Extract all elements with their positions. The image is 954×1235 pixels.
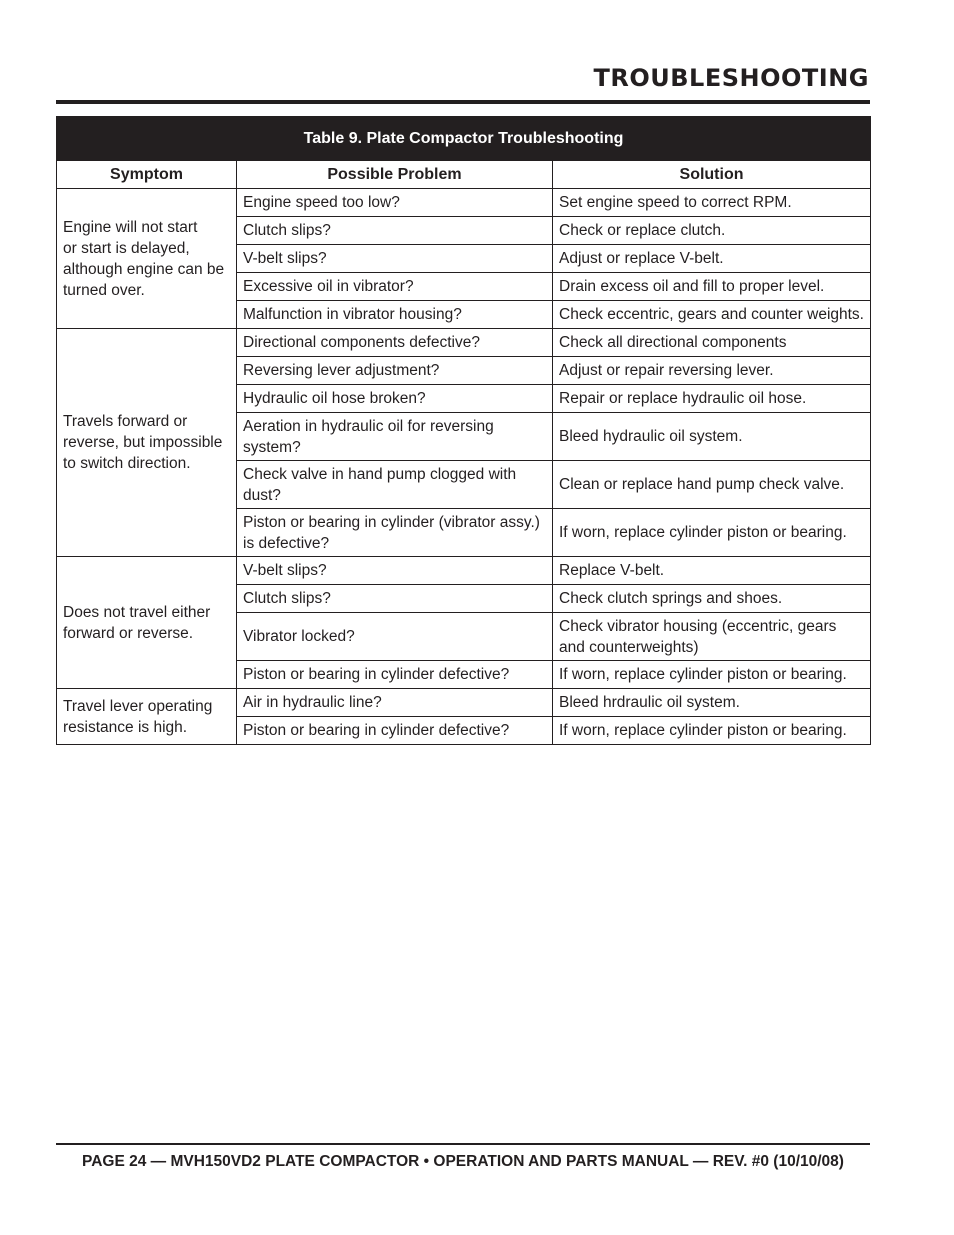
problem-cell: Directional components defective? (237, 329, 553, 357)
table-row (57, 329, 871, 357)
problem-cell: Aeration in hydraulic oil for reversing system? (237, 413, 553, 461)
solution-cell: Clean or replace hand pump check valve. (553, 461, 871, 509)
solution-cell: Check all directional components (553, 329, 871, 357)
solution-cell: Check vibrator housing (eccentric, gears and counterweights) (553, 613, 871, 661)
symptom-cell: Travel lever operating resistance is high. (57, 689, 237, 745)
page-title: TROUBLESHOOTING (593, 64, 869, 92)
problem-cell: Engine speed too low? (237, 189, 553, 217)
table-body (57, 189, 871, 745)
problem-cell: Piston or bearing in cylinder defective? (237, 717, 553, 745)
solution-cell: Bleed hrdraulic oil system. (553, 689, 871, 717)
page-footer: PAGE 24 — MVH150VD2 PLATE COMPACTOR • OPERATION AND PARTS MANUAL — REV. #0 (10/10/08) (82, 1153, 844, 1170)
solution-cell: If worn, replace cylinder piston or bearing. (553, 661, 871, 689)
title-rule (56, 100, 870, 104)
symptom-cell: Engine will not start or start is delayed, although engine can be turned over. (57, 189, 237, 329)
table-row (57, 189, 871, 217)
problem-cell: Reversing lever adjustment? (237, 357, 553, 385)
problem-cell: Hydraulic oil hose broken? (237, 385, 553, 413)
solution-cell: Check or replace clutch. (553, 217, 871, 245)
problem-cell: Vibrator locked? (237, 613, 553, 661)
problem-cell: Clutch slips? (237, 217, 553, 245)
problem-cell: Malfunction in vibrator housing? (237, 301, 553, 329)
problem-cell: Air in hydraulic line? (237, 689, 553, 717)
table-row (57, 557, 871, 585)
table-caption: Table 9. Plate Compactor Troubleshooting (57, 117, 871, 161)
problem-cell: V-belt slips? (237, 245, 553, 273)
solution-cell: If worn, replace cylinder piston or bearing. (553, 509, 871, 557)
symptom-cell: Travels forward or reverse, but impossible to switch direction. (57, 329, 237, 557)
problem-cell: V-belt slips? (237, 557, 553, 585)
solution-cell: Bleed hydraulic oil system. (553, 413, 871, 461)
solution-cell: Check eccentric, gears and counter weights. (553, 301, 871, 329)
solution-cell: Repair or replace hydraulic oil hose. (553, 385, 871, 413)
problem-cell: Excessive oil in vibrator? (237, 273, 553, 301)
column-header: Solution (553, 161, 871, 189)
solution-cell: Replace V-belt. (553, 557, 871, 585)
solution-cell: If worn, replace cylinder piston or bearing. (553, 717, 871, 745)
problem-cell: Clutch slips? (237, 585, 553, 613)
footer-rule (56, 1143, 870, 1145)
column-header-row (57, 161, 871, 189)
column-header: Possible Problem (237, 161, 553, 189)
table-row (57, 689, 871, 717)
problem-cell: Piston or bearing in cylinder defective? (237, 661, 553, 689)
solution-cell: Check clutch springs and shoes. (553, 585, 871, 613)
problem-cell: Check valve in hand pump clogged with dust? (237, 461, 553, 509)
solution-cell: Drain excess oil and fill to proper level. (553, 273, 871, 301)
solution-cell: Adjust or replace V-belt. (553, 245, 871, 273)
symptom-cell: Does not travel either forward or reverse. (57, 557, 237, 689)
troubleshooting-table (56, 116, 871, 745)
column-header: Symptom (57, 161, 237, 189)
problem-cell: Piston or bearing in cylinder (vibrator assy.) is defective? (237, 509, 553, 557)
solution-cell: Set engine speed to correct RPM. (553, 189, 871, 217)
solution-cell: Adjust or repair reversing lever. (553, 357, 871, 385)
